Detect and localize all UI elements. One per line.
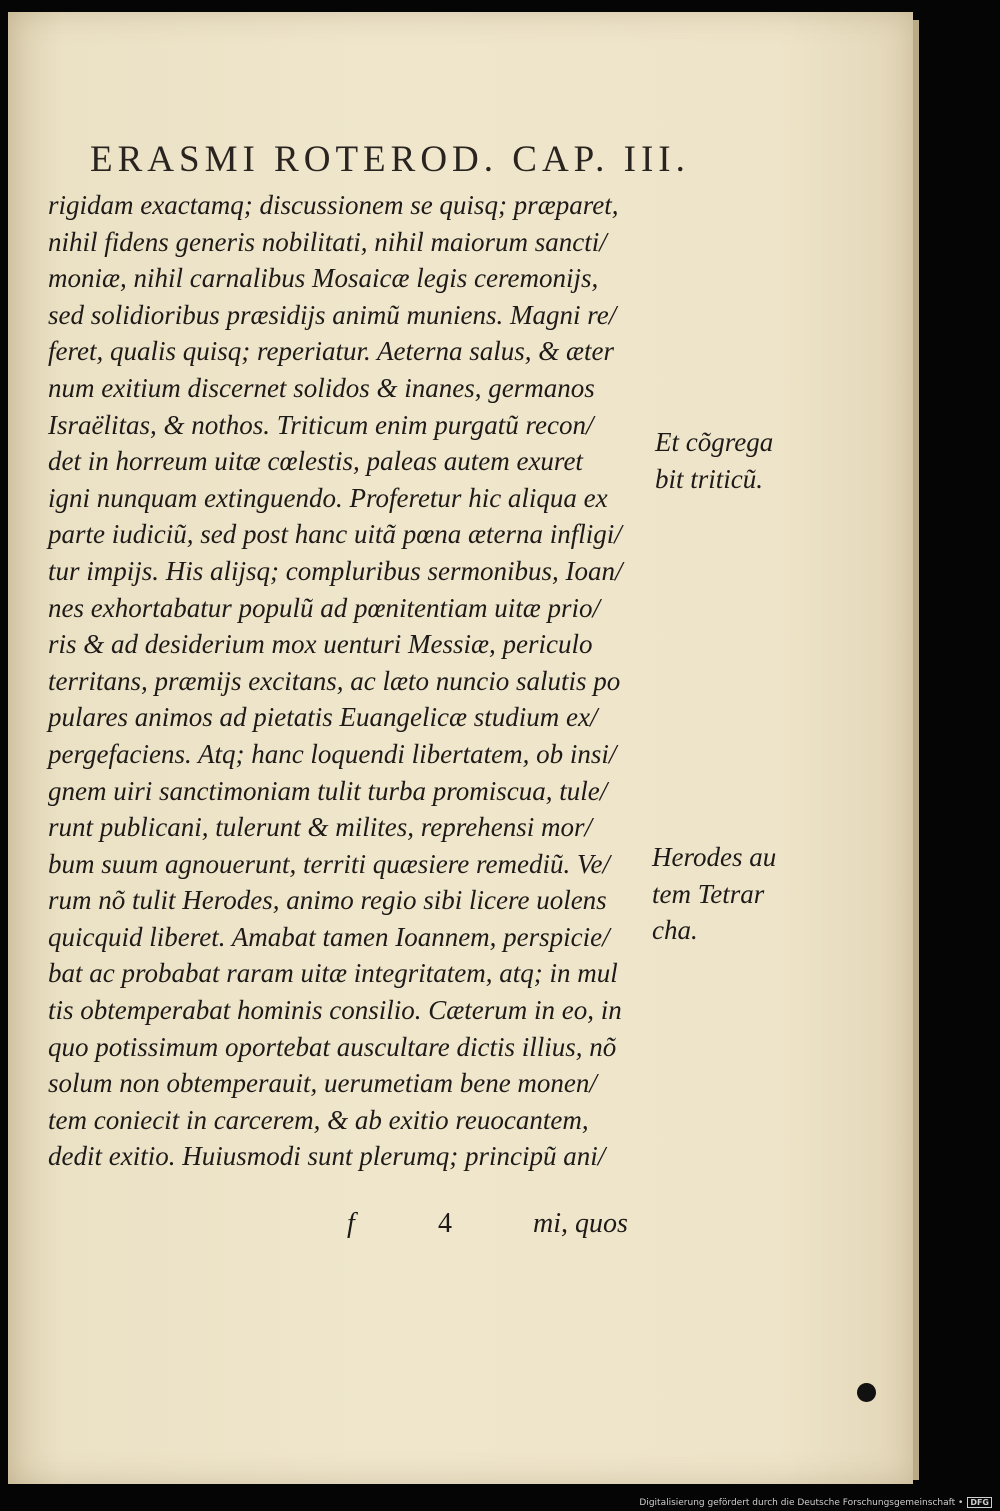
sheet-number: 4 xyxy=(438,1208,452,1239)
margin-note-line: Herodes au xyxy=(652,842,777,872)
text-line: bum suum agnouerunt, territi quæsiere remediũ. Ve/ xyxy=(48,848,610,879)
credit-text: Digitalisierung gefördert durch die Deutsche Forschungsgemeinschaft • xyxy=(639,1498,964,1508)
text-line: rum nõ tulit Herodes, animo regio sibi licere uolens xyxy=(48,885,607,916)
text-line: territans, præmijs excitans, ac læto nuncio salutis po xyxy=(48,665,621,696)
margin-note-herodes xyxy=(652,839,802,949)
margin-note-line: tem Tetrar xyxy=(652,878,765,909)
page-edge xyxy=(913,20,919,1480)
body-text xyxy=(48,187,668,1175)
text-line: pergefaciens. Atq; hanc loquendi libertatem, ob insi/ xyxy=(48,738,617,769)
text-line: gnem uiri sanctimoniam tulit turba promiscua, tule/ xyxy=(48,775,608,806)
text-line: nihil fidens generis nobilitati, nihil maiorum sancti/ xyxy=(48,226,607,257)
text-line: runt publicani, tulerunt & milites, reprehensi mor/ xyxy=(48,812,592,843)
text-line: igni nunquam extinguendo. Proferetur hic aliqua ex xyxy=(48,482,608,513)
text-line: tur impijs. His alijsq; compluribus sermonibus, Ioan/ xyxy=(48,555,623,586)
text-line: quo potissimum oportebat auscultare dictis illius, nõ xyxy=(48,1031,617,1062)
text-line: rigidam exactamq; discussionem se quisq; præparet, xyxy=(48,190,619,220)
ink-spot xyxy=(857,1383,876,1402)
margin-note-cogregabit xyxy=(655,424,825,497)
text-line: num exitium discernet solidos & inanes, germanos xyxy=(48,372,595,403)
text-line: Israëlitas, & nothos. Triticum enim purgatũ recon/ xyxy=(48,409,594,440)
text-line: nes exhortabatur populũ ad pœnitentiam uitæ prio/ xyxy=(48,592,600,623)
text-line: pulares animos ad pietatis Euangelicæ studium ex/ xyxy=(48,702,598,733)
dfg-logo-icon: DFG xyxy=(967,1497,992,1508)
text-line: tis obtemperabat hominis consilio. Cæterum in eo, in xyxy=(48,995,622,1026)
text-line: dedit exitio. Huiusmodi sunt plerumq; principũ ani/ xyxy=(48,1141,606,1172)
running-head: ERASMI ROTEROD. CAP. III. xyxy=(90,139,690,180)
margin-note-line: cha. xyxy=(652,915,698,946)
text-line: tem coniecit in carcerem, & ab exitio reuocantem, xyxy=(48,1104,589,1135)
margin-note-line: Et cõgrega xyxy=(655,427,774,457)
text-line: parte iudiciũ, sed post hanc uitã pœna æterna infligi/ xyxy=(48,519,622,550)
text-line: det in horreum uitæ cœlestis, paleas autem exuret xyxy=(48,446,583,477)
text-line: ris & ad desiderium mox uenturi Messiæ, periculo xyxy=(48,629,593,660)
digitization-credit xyxy=(639,1497,992,1508)
text-line: moniæ, nihil carnalibus Mosaicæ legis ceremonijs, xyxy=(48,263,599,294)
text-line: bat ac probabat raram uitæ integritatem, atq; in mul xyxy=(48,958,618,989)
text-line: feret, qualis quisq; reperiatur. Aeterna salus, & æter xyxy=(48,336,614,367)
text-line: quicquid liberet. Amabat tamen Ioannem, perspicie/ xyxy=(48,921,610,952)
catchword: mi, quos xyxy=(533,1208,628,1239)
text-line: solum non obtemperauit, uerumetiam bene monen/ xyxy=(48,1068,597,1099)
margin-note-line: bit triticũ. xyxy=(655,463,763,494)
signature-mark: f xyxy=(347,1208,355,1239)
text-line: sed solidioribus præsidijs animũ muniens. Magni re/ xyxy=(48,299,617,330)
